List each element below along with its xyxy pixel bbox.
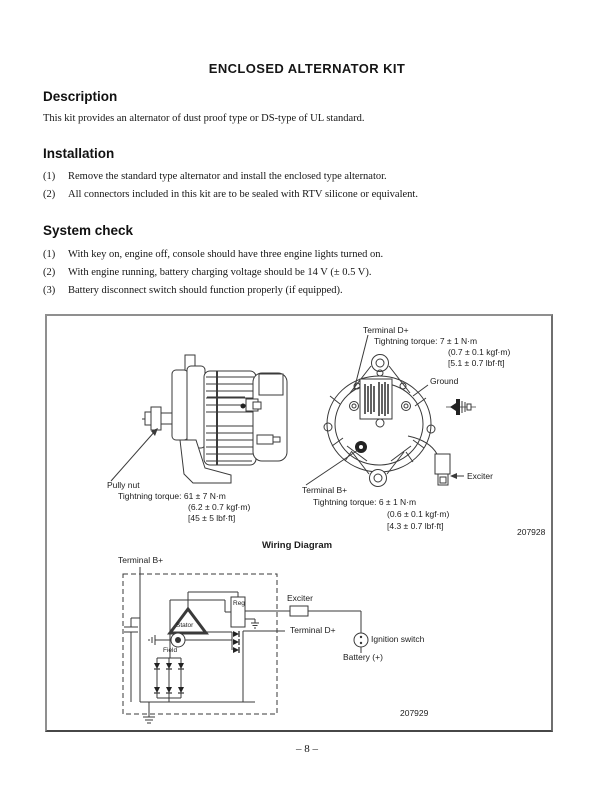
- ground-bolt-drawing: [446, 399, 476, 415]
- ground-label: Ground: [430, 376, 459, 386]
- system-check-item: [43, 284, 343, 297]
- page-number: – 8 –: [296, 743, 318, 755]
- item-number: (3): [43, 285, 56, 296]
- wiring-terminal-b-label: Terminal B+: [118, 555, 164, 565]
- system-check-item: [43, 248, 383, 261]
- wiring-diagram-drawing: [123, 567, 368, 723]
- side-view-drawing: [111, 355, 287, 483]
- item-text: Battery disconnect switch should function properly (if equipped).: [68, 285, 343, 296]
- page-title: ENCLOSED ALTERNATOR KIT: [208, 61, 406, 76]
- terminal-d-label: Terminal D+ Tightning torque: 7 ± 1 N·m (0.7 ± 0.1 kgf·m) [5.1 ± 0.7 lbf·ft]: [363, 325, 511, 368]
- wiring-terminal-d-label: Terminal D+: [290, 625, 336, 635]
- description-heading: Description: [43, 89, 118, 104]
- terminal-b-label: Terminal B+ Tightning torque: 6 ± 1 N·m (0.6 ± 0.1 kgf·m) [4.3 ± 0.7 lbf·ft]: [302, 485, 450, 531]
- field-label: Field: [163, 647, 178, 654]
- item-number: (1): [43, 171, 56, 182]
- figure-number-2: 207929: [400, 708, 429, 718]
- figure-number-1: 207928: [517, 527, 546, 537]
- description-body: This kit provides an alternator of dust proof type or DS-type of UL standard.: [43, 113, 365, 124]
- item-number: (2): [43, 189, 56, 200]
- system-check-heading: System check: [43, 223, 134, 238]
- ignition-switch-label: Ignition switch: [371, 634, 425, 644]
- installation-heading: Installation: [43, 146, 115, 161]
- item-number: (1): [43, 249, 56, 260]
- wiring-exciter-label: Exciter: [287, 593, 313, 603]
- wiring-diagram-title: Wiring Diagram: [261, 540, 333, 551]
- battery-label: Battery (+): [343, 652, 383, 662]
- figure-box: [45, 314, 553, 732]
- item-text: With key on, engine off, console should have three engine lights turned on.: [68, 249, 384, 260]
- exciter-label: Exciter: [467, 471, 493, 481]
- item-text: With engine running, battery charging voltage should be 14 V (± 0.5 V).: [68, 267, 372, 278]
- item-number: (2): [43, 267, 56, 278]
- system-check-item: [43, 266, 371, 279]
- stator-label: Stator: [176, 622, 194, 629]
- installation-item: [43, 188, 418, 201]
- item-text: All connectors included in this kit are to be sealed with RTV silicone or equivalent.: [68, 189, 418, 200]
- installation-item: [43, 170, 387, 183]
- item-text: Remove the standard type alternator and install the enclosed type alternator.: [68, 171, 387, 182]
- reg-label: Reg: [233, 600, 245, 607]
- pully-nut-label: Pully nut Tightning torque: 61 ± 7 N·m (6.2 ± 0.7 kgf·m) [45 ± 5 lbf·ft]: [107, 480, 251, 523]
